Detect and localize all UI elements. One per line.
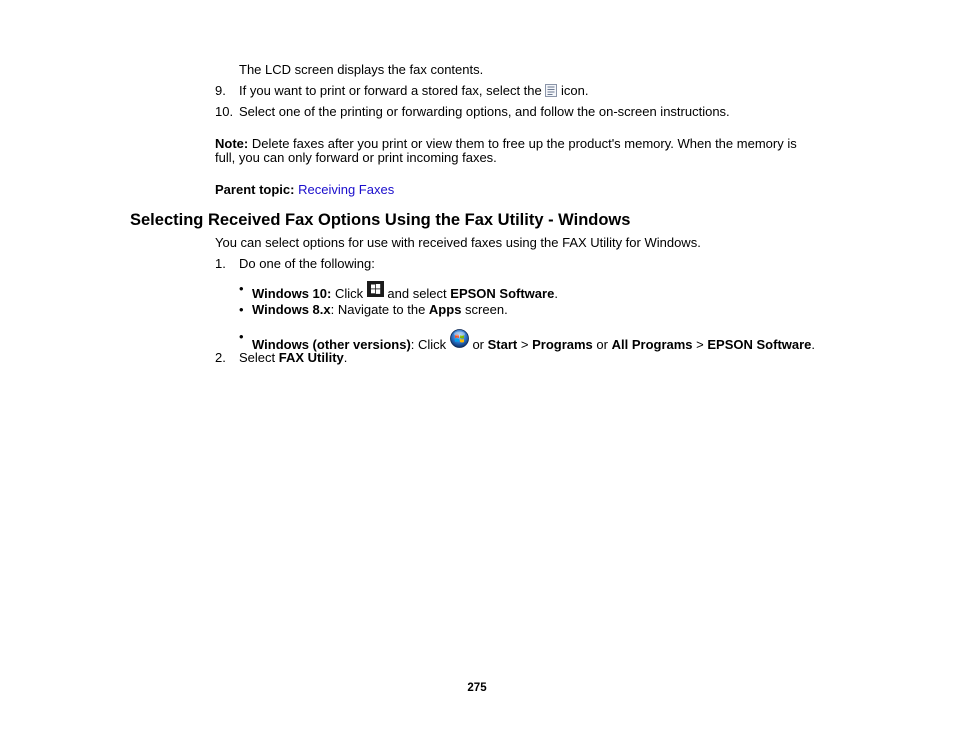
step-number: 10.	[215, 104, 234, 119]
page-number: 275	[467, 682, 487, 694]
bullet-text: and select	[387, 286, 447, 301]
bullet-text: .	[554, 286, 558, 301]
windows-other-label: Windows (other versions)	[252, 337, 411, 352]
note-label: Note:	[215, 136, 249, 151]
stored-fax-list-icon	[545, 84, 557, 101]
step-number: 1.	[215, 256, 226, 271]
bullet-marker: •	[239, 281, 244, 296]
bullet-text: screen.	[465, 302, 508, 317]
note-text-1: Delete faxes after you print or view them to free up the product's memory. When the memory is	[251, 136, 797, 151]
step-number: 9.	[215, 83, 226, 98]
windows-10-label: Windows 10:	[252, 286, 332, 301]
step-text-after: icon.	[561, 83, 589, 98]
step-text-part: .	[343, 350, 348, 365]
note-line-2: full, you can only forward or print incoming faxes.	[215, 150, 497, 165]
bullet-text: .	[811, 337, 816, 352]
bullet-text: : Navigate to the	[330, 302, 426, 317]
step-text	[239, 350, 347, 366]
all-programs-label: All Programs	[611, 337, 693, 352]
start-label: Start	[487, 337, 518, 352]
bullet-windows-10	[252, 281, 558, 302]
step-text	[239, 83, 588, 101]
section-heading: Selecting Received Fax Options Using the Fax Utility - Windows	[130, 211, 631, 229]
step-text-part: Select	[239, 350, 276, 365]
programs-label: Programs	[532, 337, 593, 352]
bullet-marker: •	[239, 329, 244, 344]
windows-8-label: Windows 8.x	[252, 302, 331, 317]
bullet-text: >	[696, 337, 704, 352]
step-text: Do one of the following:	[239, 256, 375, 271]
epson-software-label: EPSON Software	[707, 337, 812, 352]
step-number: 2.	[215, 350, 226, 365]
bullet-marker: •	[239, 302, 244, 317]
bullet-windows-8	[252, 302, 508, 318]
parent-topic	[215, 182, 394, 198]
section-intro: You can select options for use with received faxes using the FAX Utility for Windows.	[215, 235, 701, 250]
bullet-text: Click	[334, 286, 364, 301]
windows-orb-start-icon	[450, 329, 469, 352]
windows-start-icon	[367, 281, 384, 301]
apps-label: Apps	[428, 302, 462, 317]
epson-software-label: EPSON Software	[450, 286, 555, 301]
bullet-text: >	[520, 337, 529, 352]
bullet-text: or	[596, 337, 608, 352]
step-text-before: If you want to print or forward a stored fax, select the	[239, 83, 542, 98]
bullet-text: : Click	[410, 337, 447, 352]
fax-utility-label: FAX Utility	[278, 350, 344, 365]
bullet-text: or	[472, 337, 484, 352]
receiving-faxes-link[interactable]: Receiving Faxes	[298, 182, 395, 197]
step-text: Select one of the printing or forwarding options, and follow the on-screen instructions.	[239, 104, 730, 119]
lcd-display-text: The LCD screen displays the fax contents.	[239, 62, 484, 77]
parent-topic-label: Parent topic:	[215, 182, 295, 197]
